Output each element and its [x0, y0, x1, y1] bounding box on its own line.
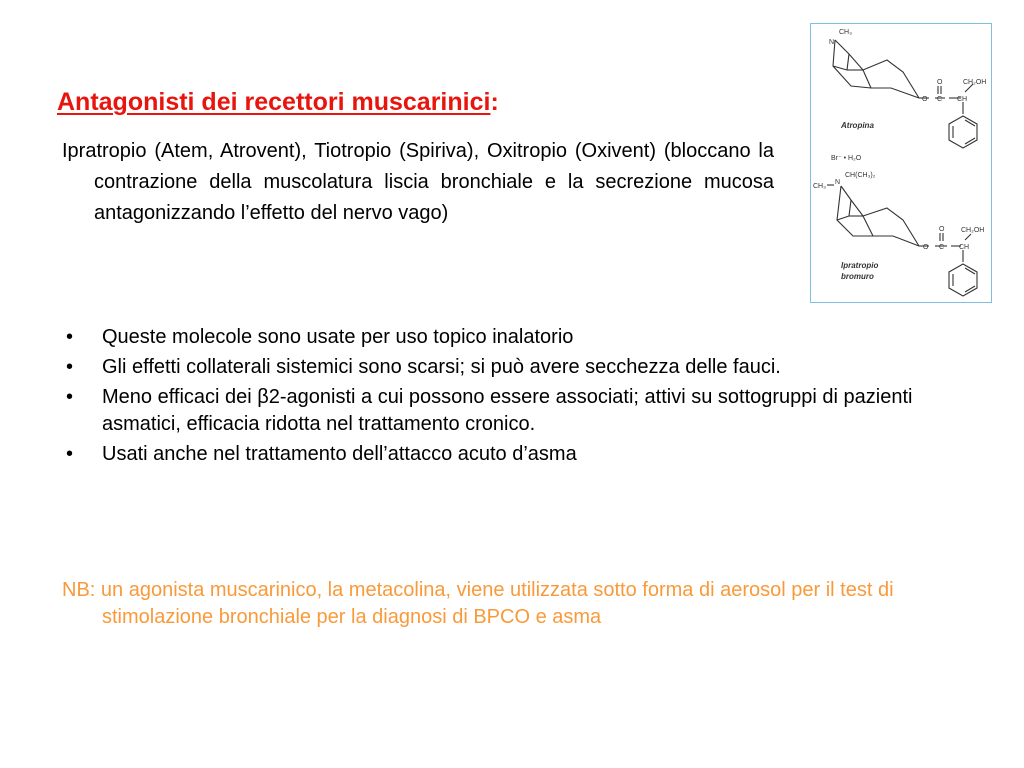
atropina-c-label: C — [937, 96, 943, 103]
ipratropio-c-label: C — [939, 244, 945, 251]
ipratropio-labels — [813, 172, 984, 251]
ipratropio-o-label: O — [923, 244, 929, 251]
atropina-ch-label: CH — [957, 96, 968, 103]
nb-note: NB: un agonista muscarinico, la metacolina, viene utilizzata sotto forma di aerosol per il test di stimolazione bronchiale per la diagnosi di BPCO e asma — [62, 579, 894, 628]
list-item — [62, 354, 942, 381]
bullet-marker: • — [66, 386, 74, 408]
atropina-o2-label: O — [937, 79, 943, 86]
atropina-ch3-label: CH₃ — [839, 29, 852, 36]
bullet-list — [62, 324, 942, 471]
bullet-marker: • — [66, 443, 74, 465]
ipratropio-name-line1: Ipratropio — [841, 261, 879, 270]
ipratropio-ch-label: CH — [959, 244, 970, 251]
chemical-structures-figure — [810, 23, 992, 303]
list-item — [62, 441, 942, 468]
list-item-text: Queste molecole sono usate per uso topico inalatorio — [102, 326, 574, 348]
atropina-labels — [829, 29, 986, 103]
ipratropio-name-line2: bromuro — [841, 272, 874, 281]
ipratropio-n-label: N — [835, 179, 841, 186]
ipratropio-ch2oh-label: CH₂OH — [961, 227, 985, 234]
atropina-structure — [833, 40, 977, 148]
ipratropio-o2-label: O — [939, 226, 945, 233]
slide-title-text: Antagonisti dei recettori muscarinici — [57, 88, 491, 116]
list-item-text: Meno efficaci dei β2-agonisti a cui possono essere associati; attivi su sottogruppi di pazienti asmatici, efficacia ridotta nel trattamento cronico. — [102, 386, 913, 435]
atropina-name: Atropina — [841, 121, 874, 130]
structures-svg — [811, 24, 991, 302]
ipratropio-ch3-label: CH₃ — [813, 183, 826, 190]
bullet-marker: • — [66, 326, 74, 348]
atropina-o-label: O — [922, 96, 928, 103]
slide-title-colon: : — [490, 88, 499, 116]
ipratropio-counterion: Br⁻ • H₂O — [831, 155, 862, 162]
list-item — [62, 384, 942, 438]
list-item-text: Gli effetti collaterali sistemici sono scarsi; si può avere secchezza delle fauci. — [102, 356, 781, 378]
list-item-text: Usati anche nel trattamento dell’attacco acuto d’asma — [102, 443, 577, 465]
atropina-ch2oh-label: CH₂OH — [963, 79, 987, 86]
intro-paragraph: Ipratropio (Atem, Atrovent), Tiotropio (Spiriva), Oxitropio (Oxivent) (bloccano la contrazione della muscolatura liscia bronchiale e la secrezione mucosa antagonizzando l’effetto del nervo vago) — [62, 140, 774, 224]
bullet-marker: • — [66, 356, 74, 378]
slide-title — [57, 88, 499, 117]
atropina-n-label: N — [829, 39, 835, 46]
ipratropio-ch-iso-label: CH(CH₃)₂ — [845, 172, 876, 179]
list-item — [62, 324, 942, 351]
